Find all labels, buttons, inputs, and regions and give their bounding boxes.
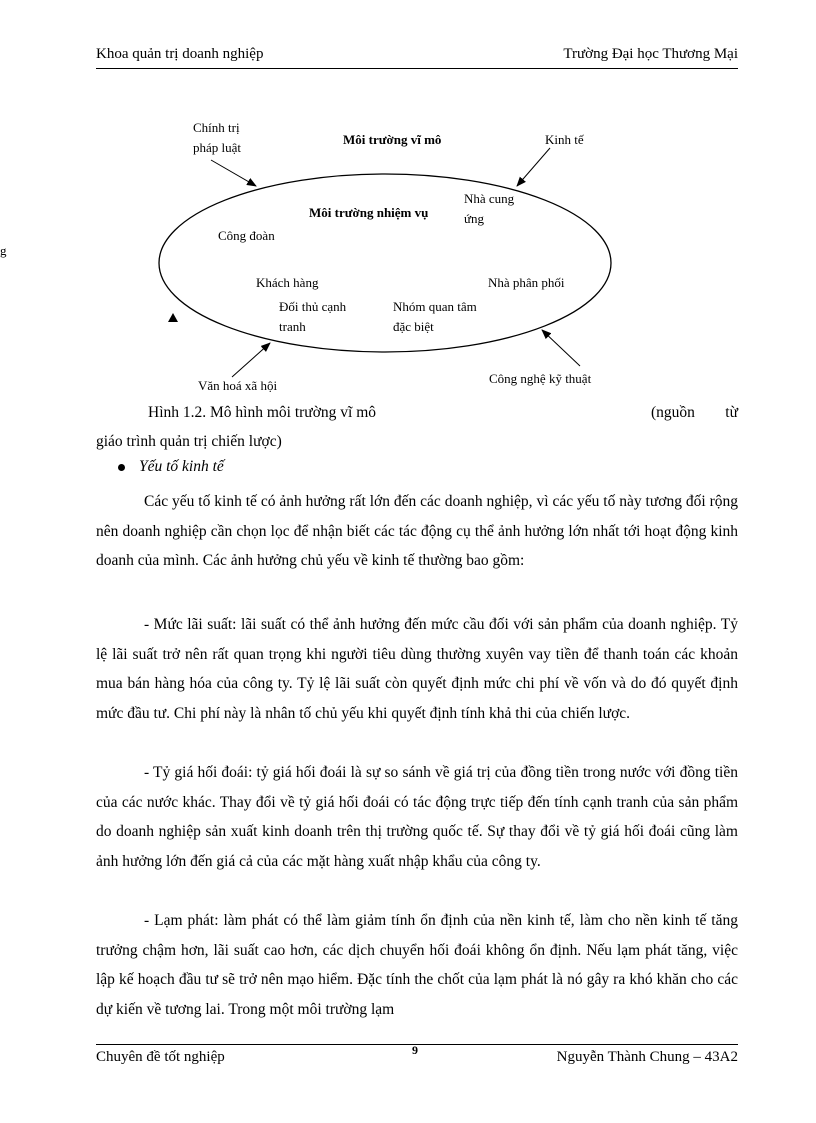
paragraph-inflation: - Lạm phát: làm phát có thể làm giảm tính ổn định của nền kinh tế, làm cho nền kinh tế tăng trưởng chậm hơn, lãi suất cao hơn, các dịch chuyển hối đoái không ổn định. Nếu lạm phát tăng, việc lập kế hoạch đầu tư sẽ trở nên mạo hiểm. Đặc tính the chốt của lạm phát là nó gây ra khó khăn cho các dự kiến về tương lai. Trong một môi trường lạm: [96, 912, 738, 1018]
label-customer: Khách hàng: [256, 275, 319, 290]
label-political-2: pháp luật: [193, 140, 242, 155]
label-union: Công đoàn: [218, 228, 275, 243]
arrow-technology: [542, 330, 580, 366]
paragraph-exchange-rate: - Tỷ giá hối đoái: tỷ giá hối đoái là sự so sánh về giá trị của đồng tiền trong nước với đồng tiền của các nước khác. Thay đổi về tỷ giá hối đoái có tác động trực tiếp đến tính cạnh tranh của sản phẩm do doanh nghiệp sản xuất kinh doanh trên thị trường quốc tế. Sự thay đổi về tỷ giá hối đoái cũng làm ảnh hưởng lớn đến giá cả của các mặt hàng xuất nhập khẩu của công ty.: [96, 764, 738, 870]
caption-source-a: (nguồn: [651, 404, 695, 421]
label-interest-group-1: Nhóm quan tâm: [393, 299, 477, 314]
bullet-item: [118, 458, 224, 476]
label-supplier-2: ứng: [464, 211, 485, 226]
footer-left: Chuyên đề tốt nghiệp: [96, 1049, 225, 1065]
label-cultural: Văn hoá xã hội: [198, 378, 278, 393]
footer-right: Nguyễn Thành Chung – 43A2: [556, 1049, 738, 1065]
stray-character: g: [0, 243, 7, 258]
page-header: [96, 46, 738, 69]
arrow-economic: [517, 148, 550, 186]
label-interest-group-2: đặc biệt: [393, 319, 434, 334]
page-number: 9: [412, 1043, 418, 1057]
arrow-political: [211, 160, 256, 186]
paragraph-intro: Các yếu tố kinh tế có ảnh hưởng rất lớn đến các doanh nghiệp, vì các yếu tố này tương đối rộng nên doanh nghiệp cần chọn lọc để nhận biết các tác động cụ thể ảnh hưởng lớn nhất tới hoạt động kinh doanh của mình. Các ảnh hưởng chủ yếu về kinh tế thường bao gồm:: [96, 493, 738, 569]
arrow-cultural: [232, 343, 270, 377]
label-competitor-2: tranh: [279, 319, 306, 334]
caption-text: Hình 1.2. Mô hình môi trường vĩ mô: [148, 404, 377, 421]
caption-source-b: từ: [725, 404, 738, 421]
triangle-marker: [168, 313, 178, 322]
label-macro-environment: Môi trường vĩ mô: [343, 132, 442, 147]
header-left: Khoa quản trị doanh nghiệp: [96, 46, 264, 62]
caption-line-2: giáo trình quản trị chiến lược): [96, 433, 282, 450]
macro-environment-diagram: [96, 110, 738, 400]
paragraph-interest-rate: - Mức lãi suất: lãi suất có thể ảnh hưởng đến mức cầu đối với sản phẩm của doanh nghiệp. Tỷ lệ lãi suất trở nên rất quan trọng khi người tiêu dùng thường xuyên vay tiền để thanh toán các khoản mua bán hàng hóa của công ty. Tỷ lệ lãi suất còn quyết định mức chi phí về vốn và do đó quyết định mức đầu tư. Chi phí này là nhân tố chủ yếu khi quyết định tính khả thi của chiến lược.: [96, 616, 738, 722]
label-supplier-1: Nhà cung: [464, 191, 515, 206]
label-distributor: Nhà phân phối: [488, 275, 565, 290]
label-political-1: Chính trị: [193, 120, 240, 135]
label-technology: Công nghệ kỹ thuật: [489, 371, 592, 386]
label-competitor-1: Đối thủ cạnh: [279, 299, 347, 314]
label-economic: Kinh tế: [545, 132, 584, 147]
label-task-environment: Môi trường nhiệm vụ: [309, 205, 429, 220]
bullet-dot: [118, 464, 125, 471]
task-environment-ellipse: [159, 174, 611, 352]
bullet-label: Yếu tố kinh tế: [139, 458, 224, 475]
page-footer: [96, 1044, 738, 1071]
header-right: Trường Đại học Thương Mại: [563, 46, 738, 62]
